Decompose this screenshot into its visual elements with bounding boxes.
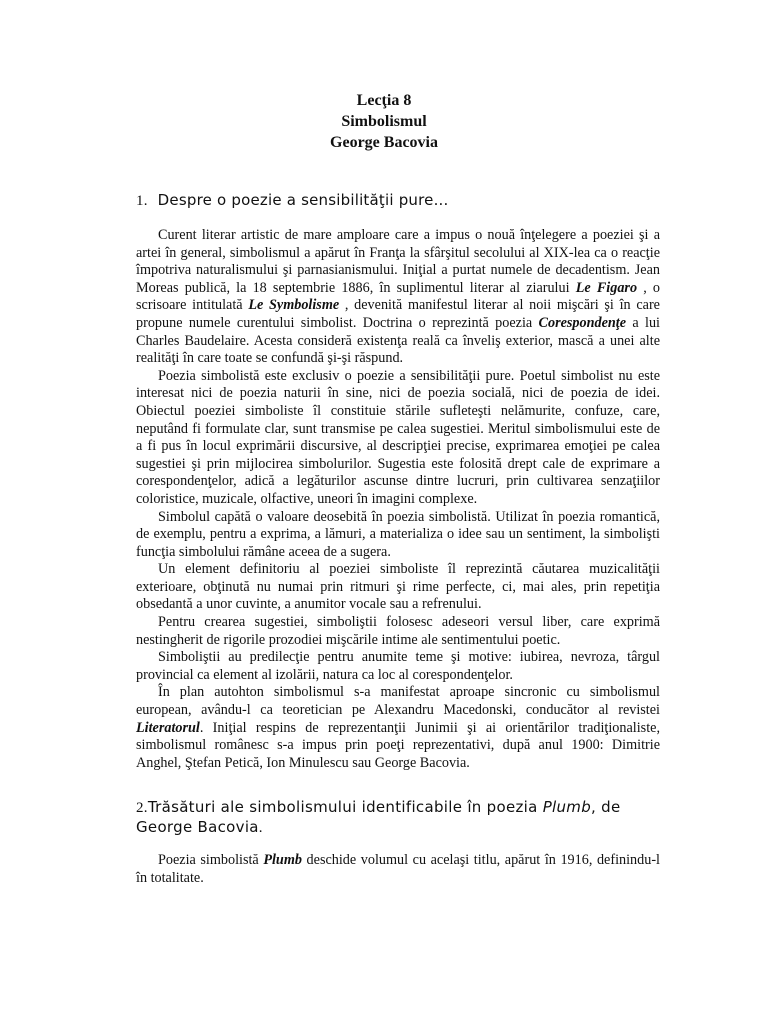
paragraph-themes: Simboliştii au predilecţie pentru anumite teme şi motive: iubirea, nevroza, târgul provincial ca element al izolării, natura ca loc al corespondenţelor. <box>136 649 660 683</box>
paragraph-symbol: Simbolul capătă o valoare deosebită în poezia simbolistă. Utilizat în poezia romantică, de exemplu, pentru a exprima, a lămuri, a materializa o idee sau un sentiment, la simbolişti funcţia simbolului rămâne aceea de a sugera. <box>136 508 660 560</box>
section-1-title: Despre o poezie a sensibilităţii pure... <box>157 191 449 209</box>
section-2-dot: . <box>258 820 263 836</box>
le-symbolisme-title: Le Symbolisme <box>248 297 340 314</box>
section-1-body <box>136 227 660 772</box>
paragraph-musicality: Un element definitoriu al poeziei simboliste îl reprezintă căutarea muzicalităţii exterioare, obţinută nu numai prin ritmuri şi rime perfecte, ci, mai ales, prin repetiţia obsedantă a unor cuvinte, a anumitor vocale sau a refrenului. <box>136 561 660 613</box>
literatorul-title: Literatorul <box>136 719 200 736</box>
paragraph-plumb <box>136 852 660 887</box>
lesson-number: Lecţia 8 <box>356 92 412 109</box>
plumb-volume-title: Plumb <box>263 852 302 868</box>
paragraph-text: . Iniţial respins de reprezentanţii Junimii şi ai orientărilor tradiţionaliste, simbolismul românesc s-a impus prin poeţi reprezentativi, după anul 1900: Dimitrie Anghel, Ştefan Petică, Ion Minulescu sau George Bacovia. <box>136 719 660 771</box>
section-1-number: 1. <box>136 193 148 209</box>
paragraph-text: Curent literar artistic de mare amploare care a impus o nouă înţelegere a poeziei şi a artei în general, simbolismul a apărut în Franţa la sfârşitul secolului al XIX-lea ca o reacţie împotriva naturalismului şi parnasianismului. Iniţial a purtat numele de decadentism. Jean Moreas publică, la 18 septembrie 1886, în suplimentul literar al ziarului <box>136 227 660 296</box>
paragraph-free-verse: Pentru crearea sugestiei, simboliştii folosesc adeseori versul liber, care exprimă nestingherit de rigorile prozodiei mişcările intime ale sentimentului poetic. <box>136 614 660 648</box>
paragraph-sensibility: Poezia simbolistă este exclusiv o poezie a sensibilităţii pure. Poetul simbolist nu este interesat nici de poezia naturii în sine, nici de poezia socială, nici de poezia de idei. Obiectul poeziei simboliste îl constituie stările sufleteşti nelămurite, confuze, care, neputând fi formulate clar, sunt transmise pe calea sugestiei. Meritul simbolismului este de a fi pus în locul exprimării discursive, al descripţiei precise, exprimarea emoţiei pe calea sugestiei şi prin mijlocirea simbolurilor. Sugestia este folosită drept cale de exprimare a corespondenţelor, adică a legăturilor ascunse dintre lucruri, prin cultivarea senzaţiilor coloristice, muzicale, olfactive, uneori în imagini complexe. <box>136 367 660 507</box>
paragraph-intro <box>136 227 660 368</box>
paragraph-text: deschide volumul cu acelaşi titlu, apărut în 1916, definindu-l în totalitate. <box>136 852 660 886</box>
section-2-title-end: , de George Bacovia <box>136 798 621 836</box>
section-2-body <box>136 852 660 887</box>
plumb-title: Plumb <box>542 798 592 816</box>
corespondente-title: Corespondenţe <box>538 314 627 331</box>
lesson-topic: Simbolismul <box>341 113 427 130</box>
le-figaro-title: Le Figaro <box>575 279 638 296</box>
section-2-heading <box>136 798 656 838</box>
section-2-title: Trăsături ale simbolismului identificabile în poezia <box>147 798 543 816</box>
paragraph-text: , devenită manifestul literar al noii mişcări şi în care propune numele curentului simbolist. Doctrina o reprezintă poezia <box>136 297 660 331</box>
section-1-heading <box>136 191 449 210</box>
paragraph-text: În plan autohton simbolismul s-a manifestat aproape sincronic cu simbolismul european, avându-l ca teoretician pe Alexandru Macedonski, conducător al revistei <box>136 684 660 719</box>
paragraph-romanian-symbolism <box>136 684 660 772</box>
lesson-author: George Bacovia <box>330 134 438 151</box>
section-2-number: 2. <box>136 800 148 816</box>
paragraph-text: a lui Charles Baudelaire. Acesta consideră existenţa reală ca înveliş exterior, mască a unei alte realităţi în care toate se confundă şi-şi răspund. <box>136 314 660 367</box>
paragraph-text: , o scrisoare intitulată <box>136 279 661 314</box>
paragraph-text: Poezia simbolistă <box>158 852 264 868</box>
